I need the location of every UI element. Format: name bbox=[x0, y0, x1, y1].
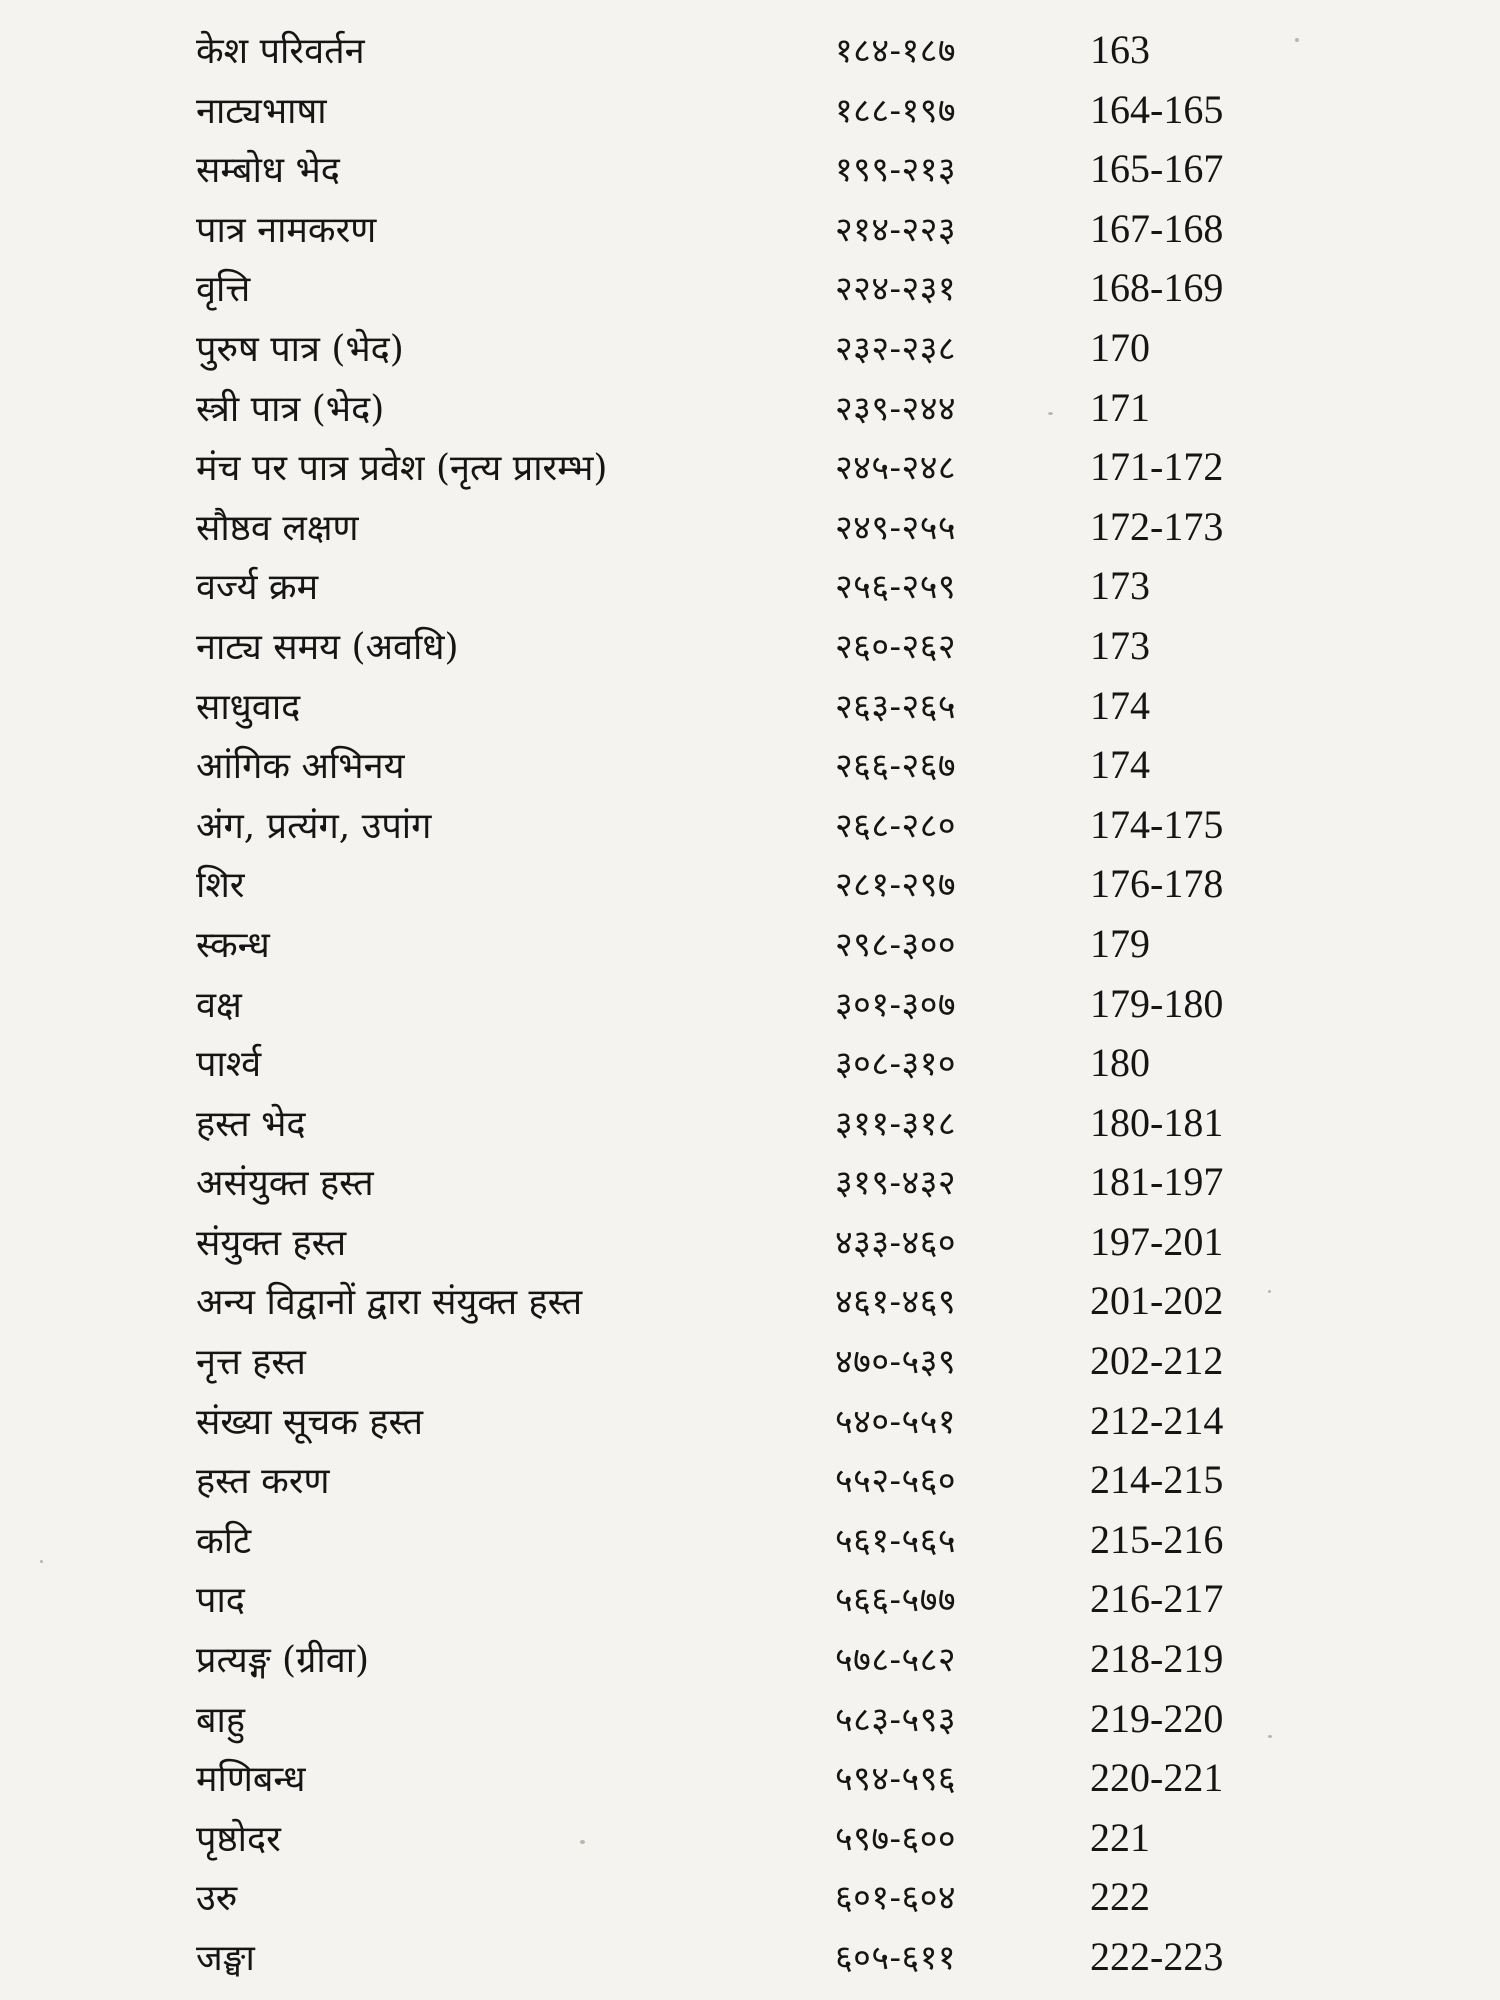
page-number: 222 bbox=[1090, 1874, 1150, 1920]
verse-range: ३०१-३०७ bbox=[835, 984, 957, 1025]
contents-row bbox=[0, 914, 1500, 974]
page-number: 163 bbox=[1090, 27, 1150, 72]
verse-range: १९९-२१३ bbox=[835, 150, 957, 191]
topic-title: वृत्ति bbox=[196, 269, 251, 311]
verse-range: २६०-२६२ bbox=[835, 626, 957, 667]
topic-title: संयुक्त हस्त bbox=[196, 1222, 347, 1264]
topic-title: बाहु bbox=[196, 1699, 245, 1741]
page-number: 220-221 bbox=[1090, 1755, 1224, 1801]
contents-row bbox=[0, 497, 1500, 557]
contents-row bbox=[0, 974, 1500, 1034]
contents-row bbox=[0, 1033, 1500, 1093]
verse-range: ६०१-६०४ bbox=[835, 1878, 957, 1919]
verse-range: ५६१-५६५ bbox=[835, 1520, 957, 1561]
contents-row bbox=[0, 80, 1500, 140]
page-number: 173 bbox=[1090, 622, 1150, 668]
verse-range: ५८३-५९३ bbox=[835, 1699, 957, 1740]
contents-row bbox=[0, 1152, 1500, 1212]
verse-range: १८८-१९७ bbox=[835, 90, 957, 131]
contents-row bbox=[0, 318, 1500, 378]
verse-range: ४७०-५३९ bbox=[835, 1342, 957, 1383]
contents-row bbox=[0, 1748, 1500, 1808]
contents-row bbox=[0, 735, 1500, 795]
verse-range: ५५२-५६० bbox=[835, 1461, 957, 1502]
page-number: 171 bbox=[1090, 384, 1150, 430]
page-number: 219-220 bbox=[1090, 1695, 1224, 1741]
verse-range: २६८-२८० bbox=[835, 805, 957, 846]
page-number: 179 bbox=[1090, 920, 1150, 966]
topic-title: वक्ष bbox=[196, 984, 242, 1026]
verse-range: २८१-२९७ bbox=[835, 865, 957, 906]
topic-title: उरु bbox=[196, 1878, 238, 1920]
contents-row bbox=[0, 1212, 1500, 1272]
page-number: 221 bbox=[1090, 1814, 1150, 1860]
contents-row bbox=[0, 1808, 1500, 1868]
topic-title: प्रत्यङ्ग (ग्रीवा) bbox=[196, 1640, 370, 1682]
contents-row bbox=[0, 139, 1500, 199]
page-number: 222-223 bbox=[1090, 1934, 1224, 1979]
verse-range: ४३३-४६० bbox=[835, 1222, 957, 1263]
topic-title: केश परिवर्तन bbox=[196, 31, 365, 72]
page-number: 170 bbox=[1090, 324, 1150, 370]
topic-title: नाट्यभाषा bbox=[196, 90, 327, 132]
contents-row bbox=[0, 1331, 1500, 1391]
page-number: 214-215 bbox=[1090, 1457, 1224, 1503]
topic-title: संख्या सूचक हस्त bbox=[196, 1401, 423, 1443]
verse-range: २३९-२४४ bbox=[835, 388, 957, 429]
verse-range: १८४-१८७ bbox=[835, 31, 957, 71]
page-number: 165-167 bbox=[1090, 146, 1224, 192]
verse-range: ३०८-३१० bbox=[835, 1044, 957, 1085]
page-number: 172-173 bbox=[1090, 503, 1224, 549]
contents-row bbox=[0, 1450, 1500, 1510]
contents-row bbox=[0, 199, 1500, 259]
page-number: 173 bbox=[1090, 563, 1150, 609]
verse-range: ५४०-५५१ bbox=[835, 1401, 957, 1442]
contents-row bbox=[0, 1689, 1500, 1749]
topic-title: हस्त भेद bbox=[196, 1103, 306, 1145]
page-number: 180 bbox=[1090, 1040, 1150, 1086]
contents-row bbox=[0, 556, 1500, 616]
topic-title: मणिबन्ध bbox=[196, 1759, 306, 1801]
page-number: 171-172 bbox=[1090, 444, 1224, 490]
page-number: 179-180 bbox=[1090, 980, 1224, 1026]
verse-range: २४९-२५५ bbox=[835, 507, 957, 548]
contents-row bbox=[0, 1629, 1500, 1689]
verse-range: ५९७-६०० bbox=[835, 1818, 957, 1859]
contents-row bbox=[0, 437, 1500, 497]
topic-title: वर्ज्य क्रम bbox=[196, 567, 319, 609]
verse-range: ४६१-४६९ bbox=[835, 1282, 957, 1323]
verse-range: २९८-३०० bbox=[835, 924, 957, 965]
contents-row bbox=[0, 1391, 1500, 1451]
topic-title: नृत्त हस्त bbox=[196, 1342, 306, 1384]
verse-range: ६०५-६११ bbox=[835, 1938, 957, 1978]
topic-title: जङ्घा bbox=[196, 1938, 255, 1979]
page-number: 218-219 bbox=[1090, 1636, 1224, 1682]
page-number: 164-165 bbox=[1090, 86, 1224, 132]
verse-range: २४५-२४८ bbox=[835, 448, 957, 489]
topic-title: पार्श्व bbox=[196, 1044, 262, 1086]
topic-title: स्कन्ध bbox=[196, 924, 270, 966]
topic-title: मंच पर पात्र प्रवेश (नृत्य प्रारम्भ) bbox=[196, 448, 608, 490]
contents-row bbox=[0, 1271, 1500, 1331]
page-number: 168-169 bbox=[1090, 265, 1224, 311]
page-number: 176-178 bbox=[1090, 861, 1224, 907]
contents-row bbox=[0, 378, 1500, 438]
topic-title: पृष्ठोदर bbox=[196, 1818, 281, 1860]
page-number: 174-175 bbox=[1090, 801, 1224, 847]
contents-list bbox=[0, 20, 1500, 1987]
contents-row bbox=[0, 1569, 1500, 1629]
contents-row bbox=[0, 258, 1500, 318]
page-number: 215-216 bbox=[1090, 1516, 1224, 1562]
page-number: 174 bbox=[1090, 682, 1150, 728]
page-number: 181-197 bbox=[1090, 1159, 1224, 1205]
topic-title: साधुवाद bbox=[196, 686, 301, 728]
topic-title: स्त्री पात्र (भेद) bbox=[196, 388, 385, 430]
topic-title: कटि bbox=[196, 1520, 252, 1562]
verse-range: ५७८-५८२ bbox=[835, 1640, 957, 1681]
contents-row bbox=[0, 854, 1500, 914]
page-number: 167-168 bbox=[1090, 205, 1224, 251]
contents-row bbox=[0, 1093, 1500, 1153]
page-number: 202-212 bbox=[1090, 1338, 1224, 1384]
topic-title: पाद bbox=[196, 1580, 245, 1622]
topic-title: असंयुक्त हस्त bbox=[196, 1163, 374, 1205]
verse-range: ३१९-४३२ bbox=[835, 1163, 957, 1204]
contents-row bbox=[0, 1510, 1500, 1570]
topic-title: शिर bbox=[196, 865, 245, 907]
topic-title: पात्र नामकरण bbox=[196, 209, 377, 251]
contents-row bbox=[0, 1867, 1500, 1927]
verse-range: २३२-२३८ bbox=[835, 328, 957, 369]
page-number: 180-181 bbox=[1090, 1099, 1224, 1145]
page-number: 201-202 bbox=[1090, 1278, 1224, 1324]
topic-title: नाट्य समय (अवधि) bbox=[196, 626, 459, 668]
page-number: 197-201 bbox=[1090, 1218, 1224, 1264]
verse-range: ३११-३१८ bbox=[835, 1103, 957, 1144]
contents-row bbox=[0, 1927, 1500, 1987]
topic-title: सम्बोध भेद bbox=[196, 150, 340, 192]
verse-range: २५६-२५९ bbox=[835, 567, 957, 608]
page-number: 212-214 bbox=[1090, 1397, 1224, 1443]
verse-range: २१४-२२३ bbox=[835, 209, 957, 250]
page-number: 216-217 bbox=[1090, 1576, 1224, 1622]
verse-range: २६६-२६७ bbox=[835, 746, 957, 787]
topic-title: अंग, प्रत्यंग, उपांग bbox=[196, 805, 432, 847]
contents-row bbox=[0, 795, 1500, 855]
verse-range: ५६६-५७७ bbox=[835, 1580, 957, 1621]
topic-title: सौष्ठव लक्षण bbox=[196, 507, 359, 549]
verse-range: २२४-२३१ bbox=[835, 269, 957, 310]
contents-row bbox=[0, 616, 1500, 676]
page-number: 174 bbox=[1090, 742, 1150, 788]
verse-range: ५९४-५९६ bbox=[835, 1759, 957, 1800]
contents-row bbox=[0, 20, 1500, 80]
topic-title: आंगिक अभिनय bbox=[196, 746, 405, 788]
topic-title: अन्य विद्वानों द्वारा संयुक्त हस्त bbox=[196, 1282, 583, 1324]
topic-title: पुरुष पात्र (भेद) bbox=[196, 328, 404, 370]
contents-row bbox=[0, 676, 1500, 736]
verse-range: २६३-२६५ bbox=[835, 686, 957, 727]
topic-title: हस्त करण bbox=[196, 1461, 330, 1503]
